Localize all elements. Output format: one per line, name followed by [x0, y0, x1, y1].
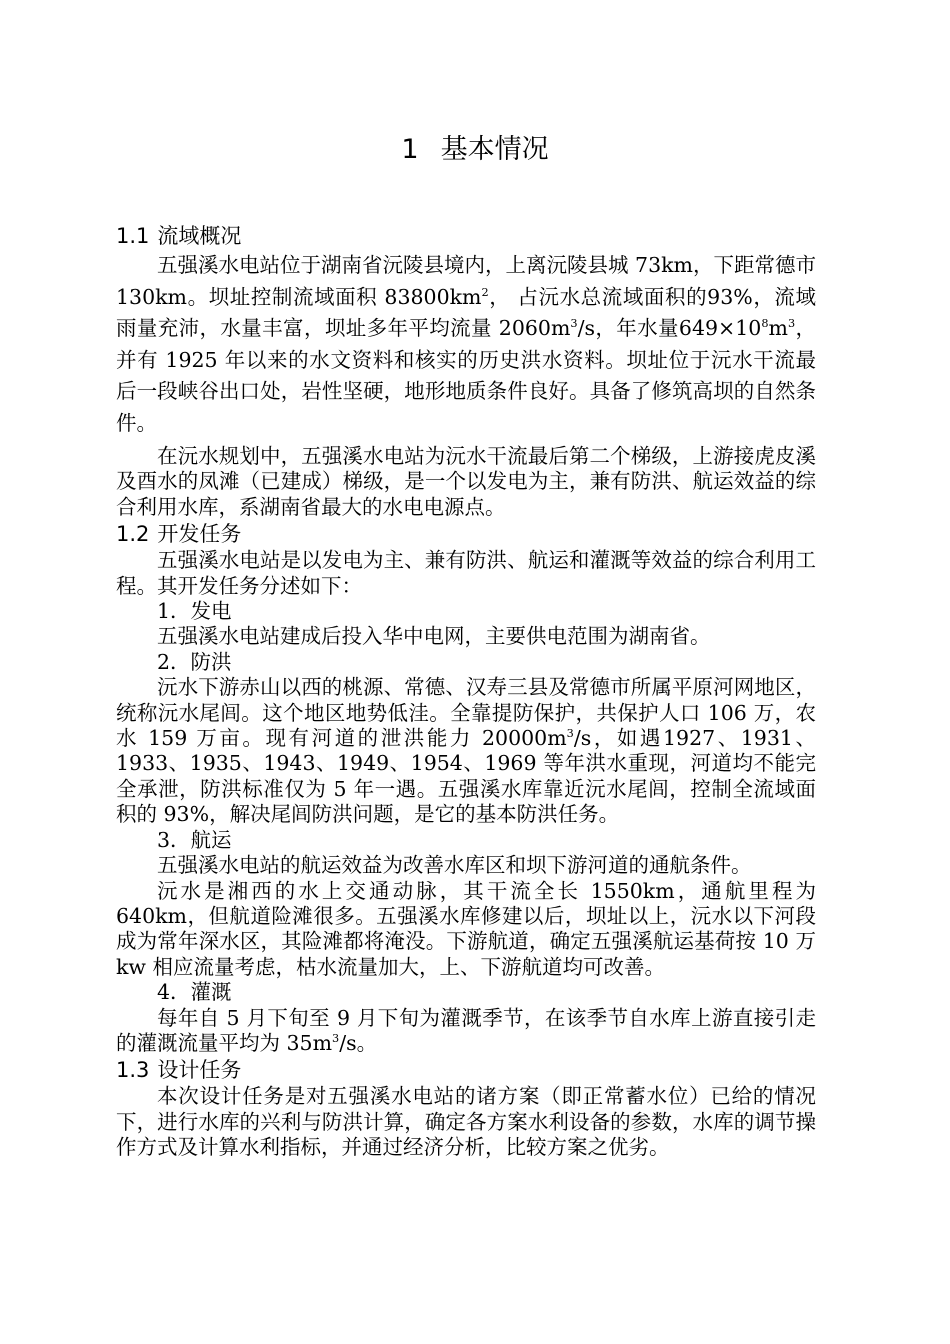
section-number: 1.1: [116, 224, 150, 248]
text-run: ，并有 1925 年以来的水文资料和核实的历史洪水资料。坝址位于沅水干流最后一段峡谷出口处，岩性坚硬，地形地质条件良好。具备了修筑高坝的自然条件。: [116, 316, 816, 435]
superscript: 3: [570, 317, 578, 331]
text-run: 沅水下游赤山以西的桃源、常德、汉寿三县及常德市所属平原河网地区，统称沅水尾闾。这个地区地势低洼。全靠提防保护，共保护人口 106 万，农水 159 万亩。现有河道的泄洪能力 20000m: [116, 675, 816, 751]
chapter-title-text: 基本情况: [440, 134, 549, 165]
paragraph-navigation-2: 沅水是湘西的水上交通动脉，其干流全长 1550km，通航里程为640km，但航道险滩很多。五强溪水库修建以后，坝址以上，沅水以下河段成为常年深水区，其险滩都将淹没。下游航道，确定五强溪航运基荷按 10 万 kw 相应流量考虑，枯水流量加大，上、下游航道均可改善。: [116, 878, 816, 979]
superscript: 2: [481, 285, 489, 299]
section-number: 1.2: [116, 522, 150, 547]
section-heading-1-2: [116, 520, 816, 548]
section-heading-text: 流域概况: [157, 224, 242, 248]
paragraph-development-intro: 五强溪水电站是以发电为主、兼有防洪、航运和灌溉等效益的综合利用工程。其开发任务分述如下：: [116, 548, 816, 598]
text-run: m: [768, 316, 788, 340]
paragraph-planning: 在沅水规划中，五强溪水电站为沅水干流最后第二个梯级，上游接虎皮溪及酉水的凤滩（已建成）梯级，是一个以发电为主，兼有防洪、航运效益的综合利用水库，系湖南省最大的水电电源点。: [116, 444, 816, 519]
text-run: 五强溪水电站位于湖南省沅陵县境内，上离沅陵县城 73km，下距常德市 130km。坝址控制流域面积 83800km: [116, 253, 816, 309]
section-heading-text: 设计任务: [157, 1058, 242, 1083]
section-heading-1-3: [116, 1056, 816, 1084]
item-label-flood-control: 2．防洪: [157, 649, 232, 674]
superscript: 8: [761, 317, 769, 331]
superscript: 3: [332, 1032, 340, 1046]
paragraph-power: 五强溪水电站建成后投入华中电网，主要供电范围为湖南省。: [157, 624, 711, 649]
paragraph-basin-overview: [116, 250, 816, 439]
text-run: /s，如遇1927、1931、1933、1935、1943、1949、1954、1969 等年洪水重现，河道均不能完全承泄，防洪标准仅为 5 年一遇。五强溪水库靠近沅水尾闾，控制全流域面积的 93%，解决尾闾防洪问题，是它的基本防洪任务。: [116, 726, 816, 827]
paragraph-flood-control: [116, 675, 816, 827]
superscript: 3: [787, 317, 796, 331]
text-run: /s，年水量649×10: [577, 316, 762, 340]
chapter-title: [0, 132, 950, 168]
item-label-power: 1．发电: [157, 599, 232, 624]
paragraph-irrigation: [116, 1006, 816, 1057]
section-heading-text: 开发任务: [157, 522, 242, 547]
section-heading-1-1: [116, 222, 816, 250]
document-body: [116, 222, 816, 1161]
chapter-number: 1: [401, 134, 419, 165]
item-label-irrigation: 4．灌溉: [157, 980, 232, 1005]
text-run: /s。: [339, 1030, 378, 1055]
item-label-navigation: 3．航运: [157, 827, 232, 852]
paragraph-design-task: 本次设计任务是对五强溪水电站的诸方案（即正常蓄水位）已给的情况下，进行水库的兴利与防洪计算，确定各方案水利设备的参数，水库的调节操作方式及计算水利指标，并通过经济分析，比较方案之优劣。: [116, 1084, 816, 1160]
text-run: 每年自 5 月下旬至 9 月下旬为灌溉季节，在该季节自水库上游直接引走的灌溉流量平均为 35m: [116, 1005, 816, 1055]
section-number: 1.3: [116, 1058, 150, 1083]
superscript: 3: [566, 727, 574, 741]
text-run: ， 占沅水总流域面积的93%，流域雨量充沛，水量丰富，坝址多年平均流量 2060m: [116, 284, 816, 340]
paragraph-navigation-1: 五强溪水电站的航运效益为改善水库区和坝下游河道的通航条件。: [157, 853, 752, 878]
